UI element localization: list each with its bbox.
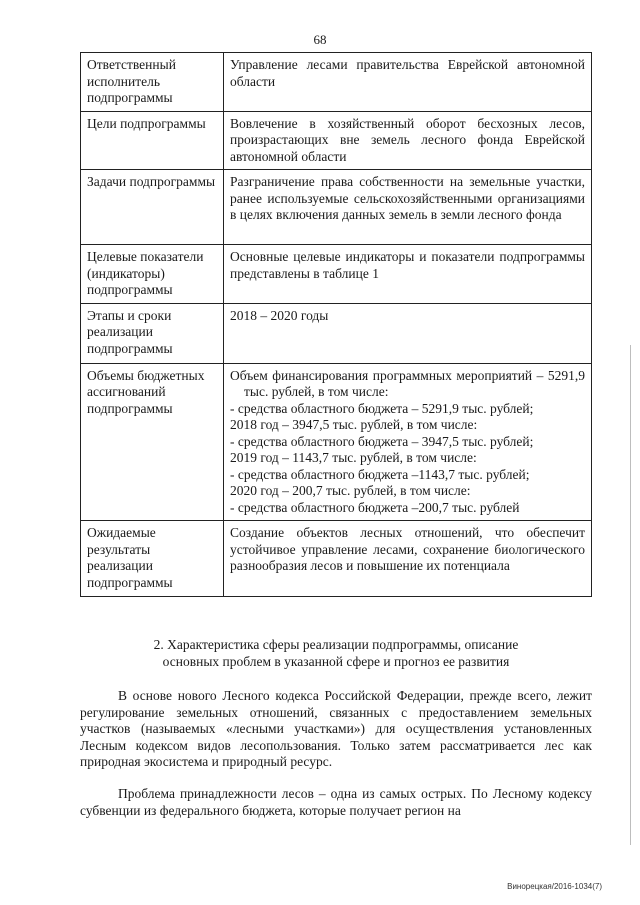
scan-margin-line [630, 345, 631, 845]
value-line: Основные целевые индикаторы и показатели подпрограммы представлены в таблице 1 [230, 249, 585, 281]
row-label: Объемы бюджетных ассигнований подпрограммы [81, 363, 224, 521]
value-line: - средства областного бюджета –200,7 тыс. рублей [230, 499, 520, 515]
body-paragraph [80, 688, 592, 771]
section-heading [80, 636, 592, 670]
table-row [81, 111, 592, 170]
value-line: Создание объектов лесных отношений, что обеспечит устойчивое управление лесами, сохранение биологического разнообразия лесов и повышение их потенциала [230, 525, 585, 573]
value-line: 2019 год – 1143,7 тыс. рублей, в том числе: [230, 450, 477, 465]
row-label: Цели подпрограммы [81, 111, 224, 170]
paragraph-text: В основе нового Лесного кодекса Российской Федерации, прежде всего, лежит регулирование земельных отношений, связанных с предоставлением земельных участков (называемых «лесными участками») для осуществления установленных Лесным кодексом видов лесопользования. Только затем рассматривается лес как природная экосистема и природный ресурс. [80, 688, 592, 769]
row-value [224, 111, 592, 170]
table-row [81, 363, 592, 521]
value-line: Объем финансирования программных мероприятий – 5291,9 тыс. рублей, в том числе: [230, 367, 585, 399]
table-row [81, 521, 592, 597]
row-value [224, 170, 592, 245]
value-line: - средства областного бюджета – 3947,5 тыс. рублей; [230, 433, 534, 449]
paragraph-text: Проблема принадлежности лесов – одна из самых острых. По Лесному кодексу субвенции из федерального бюджета, которые получает регион на [80, 786, 592, 818]
row-label: Целевые показатели (индикаторы) подпрограммы [81, 245, 224, 304]
section-heading-line: основных проблем в указанной сфере и прогноз ее развития [162, 654, 510, 669]
table-row [81, 53, 592, 112]
value-line: Разграничение права собственности на земельные участки, ранее используемые сельскохозяйственными организациями в целях включения данных земель в земли лесного фонда [230, 174, 585, 222]
page-number: 68 [313, 32, 327, 47]
value-line: - средства областного бюджета – 5291,9 тыс. рублей; [230, 400, 534, 416]
value-line: 2018 год – 3947,5 тыс. рублей, в том числе: [230, 417, 478, 432]
body-paragraph [80, 786, 592, 819]
value-line: Вовлечение в хозяйственный оборот бесхозных лесов, произрастающих вне земель лесного фонда Еврейской автономной области [230, 115, 585, 164]
row-value [224, 53, 592, 112]
value-line: 2020 год – 200,7 тыс. рублей, в том числе: [230, 483, 471, 498]
row-value [224, 245, 592, 304]
value-line: - средства областного бюджета –1143,7 тыс. рублей; [230, 466, 530, 482]
document-code: Винорецкая/2016-1034(7) [507, 882, 602, 891]
row-label: Ответственный исполнитель подпрограммы [81, 53, 224, 112]
row-label: Ожидаемые результаты реализации подпрограммы [81, 521, 224, 597]
value-line: Управление лесами правительства Еврейской автономной области [230, 57, 585, 89]
row-value [224, 521, 592, 597]
table-row [81, 303, 592, 363]
section-heading-line: 2. Характеристика сферы реализации подпрограммы, описание [153, 637, 519, 652]
table-row [81, 170, 592, 245]
row-value [224, 303, 592, 363]
row-value [224, 363, 592, 521]
table-row [81, 245, 592, 304]
value-line: 2018 – 2020 годы [230, 307, 329, 323]
row-label: Этапы и сроки реализации подпрограммы [81, 303, 224, 363]
row-label: Задачи подпрограммы [81, 170, 224, 245]
subprogram-passport-table [80, 52, 592, 597]
